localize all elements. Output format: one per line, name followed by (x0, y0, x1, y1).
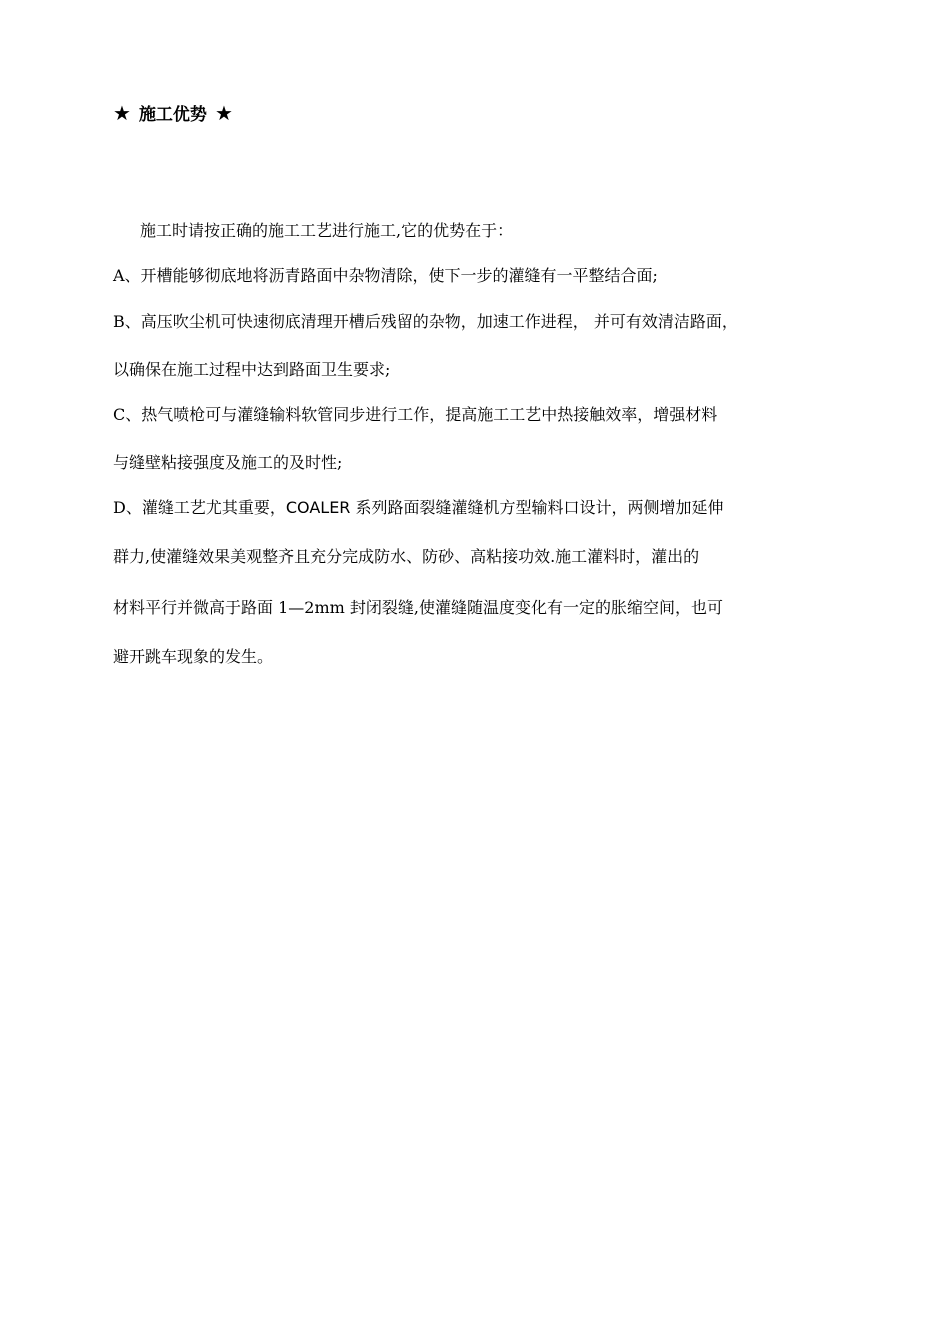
item-d-line-2: 群力,使灌缝效果美观整齐且充分完成防水、防砂、高粘接功效.施工灌料时，灌出的 (113, 547, 700, 566)
item-d-line-4: 避开跳车现象的发生。 (113, 647, 274, 666)
item-d-line-3: 材料平行并微高于路面 1—2mm 封闭裂缝,使灌缝随温度变化有一定的胀缩空间，也可 (113, 598, 723, 617)
item-c-line-1: C、热气喷枪可与灌缝输料软管同步进行工作，提高施工工艺中热接触效率，增强材料 (113, 405, 718, 424)
item-d-line-1 (113, 496, 724, 520)
item-d-suffix: 系列路面裂缝灌缝机方型输料口设计，两侧增加延伸 (350, 498, 724, 517)
brand-name: COALER (285, 498, 351, 517)
star-icon: ★ (214, 101, 233, 125)
star-icon: ★ (113, 101, 131, 125)
item-b-line-2: 以确保在施工过程中达到路面卫生要求; (113, 360, 391, 379)
heading-title: 施工优势 (138, 105, 207, 125)
item-b-line-1: B、高压吹尘机可快速彻底清理开槽后残留的杂物，加速工作进程， 并可有效清洁路面， (113, 312, 738, 331)
item-d-prefix: D、灌缝工艺尤其重要， (113, 498, 286, 517)
item-c-line-2: 与缝壁粘接强度及施工的及时性; (113, 453, 343, 472)
section-heading (113, 100, 233, 128)
item-a-line-1: A、开槽能够彻底地将沥青路面中杂物清除，使下一步的灌缝有一平整结合面; (113, 266, 658, 285)
intro-paragraph: 施工时请按正确的施工工艺进行施工,它的优势在于： (140, 221, 514, 240)
